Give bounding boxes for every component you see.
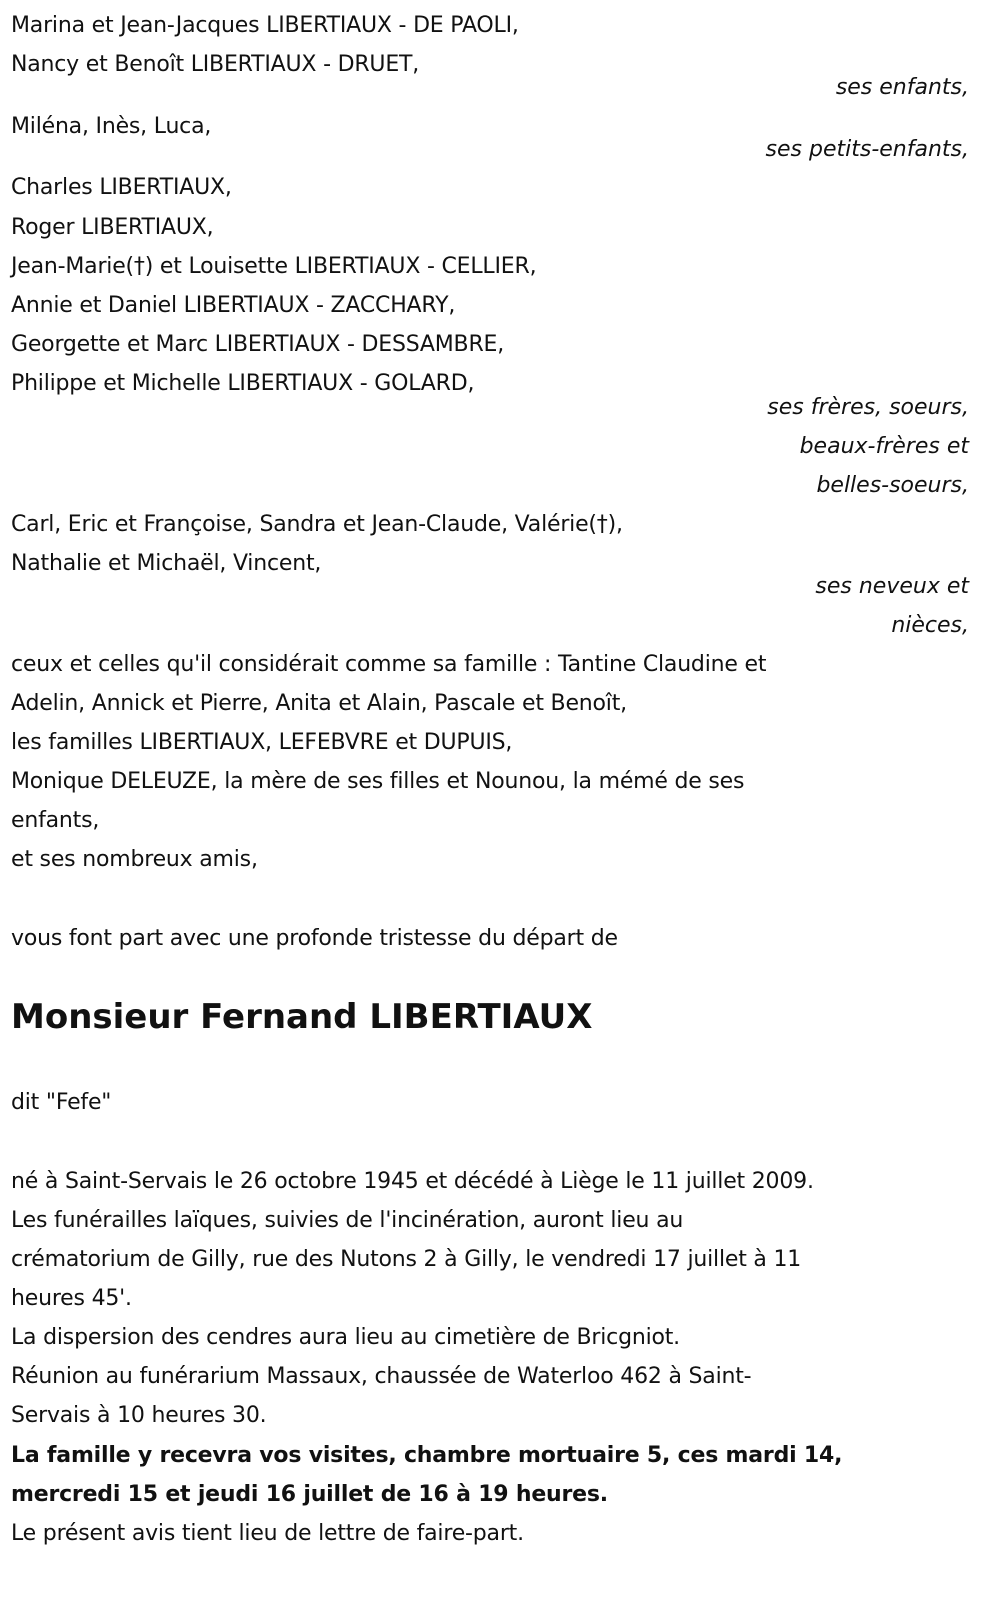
relation-label: ses frères, soeurs, xyxy=(767,395,969,420)
detail-line: La dispersion des cendres aura lieu au cimetière de Bricgniot. xyxy=(11,1325,680,1350)
family-line: Philippe et Michelle LIBERTIAUX - GOLARD, xyxy=(11,371,475,396)
family-line: enfants, xyxy=(11,808,100,833)
family-line: Miléna, Inès, Luca, xyxy=(11,114,212,139)
family-line: Nancy et Benoît LIBERTIAUX - DRUET, xyxy=(11,52,420,77)
family-line: Adelin, Annick et Pierre, Anita et Alain, Pascale et Benoît, xyxy=(11,691,627,716)
visits-line: La famille y recevra vos visites, chambre mortuaire 5, ces mardi 14, xyxy=(11,1443,843,1468)
announcement: vous font part avec une profonde tristesse du départ de xyxy=(11,926,618,951)
closing-line: Le présent avis tient lieu de lettre de faire-part. xyxy=(11,1521,524,1546)
family-line: Nathalie et Michaël, Vincent, xyxy=(11,551,322,576)
family-line: Carl, Eric et Françoise, Sandra et Jean-Claude, Valérie(†), xyxy=(11,512,623,537)
relation-label: beaux-frères et xyxy=(799,434,969,459)
relation-label: ses neveux et xyxy=(815,574,969,599)
visits-line: mercredi 15 et jeudi 16 juillet de 16 à 19 heures. xyxy=(11,1482,608,1507)
relation-label: ses petits-enfants, xyxy=(765,137,969,162)
family-line: Charles LIBERTIAUX, xyxy=(11,175,232,200)
family-line: Marina et Jean-Jacques LIBERTIAUX - DE PAOLI, xyxy=(11,13,519,38)
detail-line: Servais à 10 heures 30. xyxy=(11,1403,267,1428)
detail-line: heures 45'. xyxy=(11,1286,132,1311)
family-line: Roger LIBERTIAUX, xyxy=(11,215,214,240)
family-line: Annie et Daniel LIBERTIAUX - ZACCHARY, xyxy=(11,293,456,318)
family-line: Georgette et Marc LIBERTIAUX - DESSAMBRE, xyxy=(11,332,505,357)
detail-line: Les funérailles laïques, suivies de l'incinération, auront lieu au xyxy=(11,1208,684,1233)
deceased-name: Monsieur Fernand LIBERTIAUX xyxy=(11,997,593,1037)
family-line: et ses nombreux amis, xyxy=(11,847,258,872)
family-line: les familles LIBERTIAUX, LEFEBVRE et DUPUIS, xyxy=(11,730,513,755)
family-line: Monique DELEUZE, la mère de ses filles et Nounou, la mémé de ses xyxy=(11,769,745,794)
relation-label: belles-soeurs, xyxy=(816,473,969,498)
relation-label: ses enfants, xyxy=(835,75,969,100)
family-line: ceux et celles qu'il considérait comme sa famille : Tantine Claudine et xyxy=(11,652,767,677)
relation-label: nièces, xyxy=(891,613,969,638)
detail-line: crématorium de Gilly, rue des Nutons 2 à Gilly, le vendredi 17 juillet à 11 xyxy=(11,1247,802,1272)
nickname: dit "Fefe" xyxy=(11,1090,112,1115)
family-line: Jean-Marie(†) et Louisette LIBERTIAUX - CELLIER, xyxy=(11,254,537,279)
detail-line: Réunion au funérarium Massaux, chaussée de Waterloo 462 à Saint- xyxy=(11,1364,752,1389)
detail-line: né à Saint-Servais le 26 octobre 1945 et décédé à Liège le 11 juillet 2009. xyxy=(11,1169,814,1194)
